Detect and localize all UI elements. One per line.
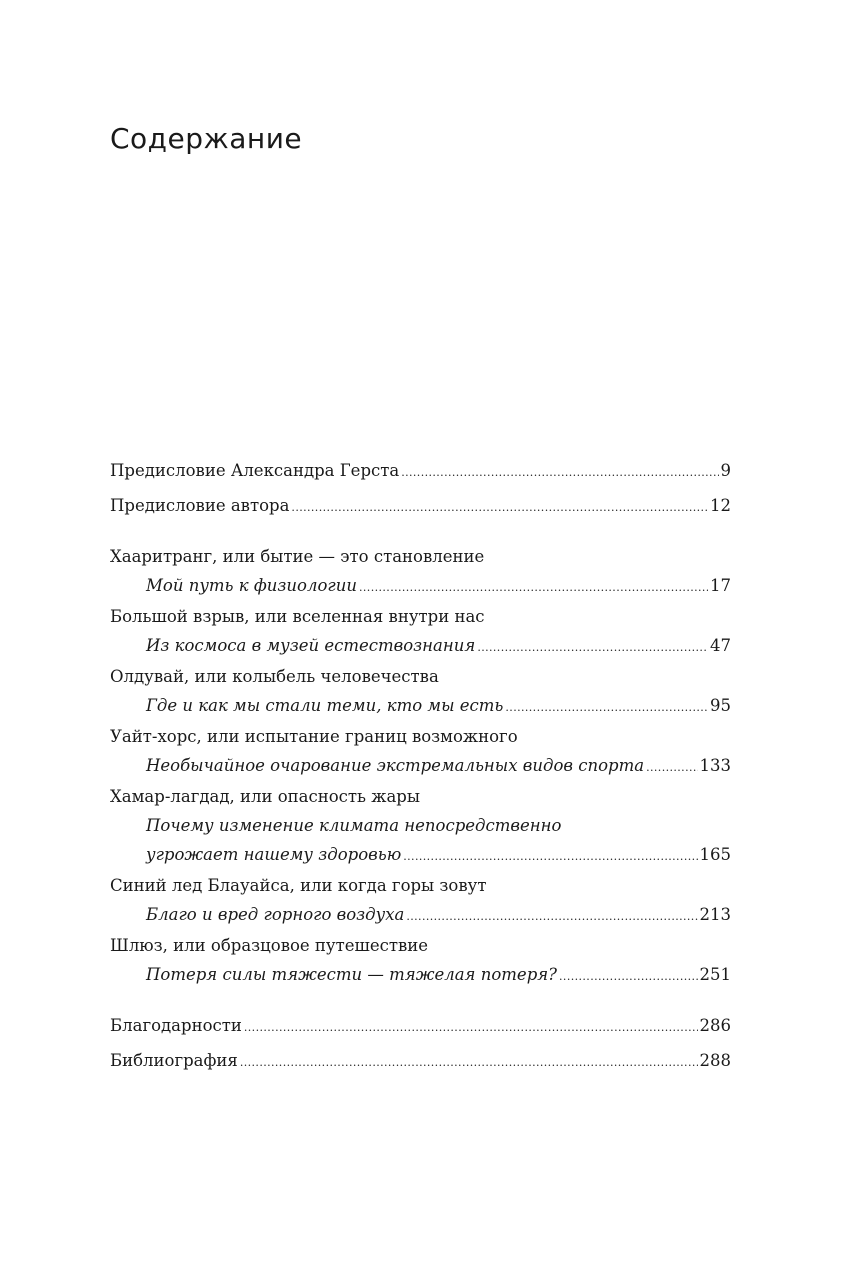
toc-page-number: 251 — [699, 965, 731, 984]
toc-page-number: 133 — [699, 756, 731, 775]
toc-page-number: 288 — [699, 1051, 731, 1070]
toc-page-number: 213 — [699, 905, 731, 924]
toc-chapter — [110, 542, 731, 602]
chapter-subtitle: Почему изменение климата непосредственно — [146, 816, 562, 835]
dot-leader — [240, 1048, 698, 1077]
chapter-subtitle: Мой путь к физиологии — [146, 576, 358, 595]
dot-leader — [291, 493, 708, 522]
chapter-title-line — [110, 542, 731, 571]
chapter-title-line — [110, 931, 731, 960]
toc-chapter — [110, 662, 731, 722]
chapter-title-line — [110, 662, 731, 691]
chapter-subtitle: Потеря силы тяжести — тяжелая потеря? — [146, 965, 558, 984]
chapter-subtitle-line — [110, 631, 731, 662]
chapter-subtitle-line — [110, 900, 731, 931]
chapter-title-line — [110, 782, 731, 811]
toc-page-number: 12 — [710, 496, 731, 515]
chapter-title: Уайт-хорс, или испытание границ возможного — [110, 727, 518, 746]
chapter-title: Большой взрыв, или вселенная внутри нас — [110, 607, 485, 626]
toc-page-number: 9 — [720, 461, 731, 480]
toc-entry-title: Предисловие Александра Герста — [110, 461, 400, 480]
toc-entry-bibliography — [110, 1046, 731, 1077]
toc-entry-title: Библиография — [110, 1051, 238, 1070]
chapter-title: Шлюз, или образцовое путешествие — [110, 936, 429, 955]
chapter-title: Хааритранг, или бытие — это становление — [110, 547, 485, 566]
chapter-subtitle-line — [110, 811, 731, 840]
toc-page-number: 95 — [710, 696, 731, 715]
toc-entry-acknowledgements — [110, 1011, 731, 1042]
chapter-title-line — [110, 722, 731, 751]
chapter-title-line — [110, 602, 731, 631]
table-of-contents — [110, 456, 731, 1077]
chapter-title-line — [110, 871, 731, 900]
dot-leader — [401, 458, 718, 487]
toc-entry-foreword-gerst — [110, 456, 731, 487]
dot-leader — [505, 693, 708, 722]
toc-chapter — [110, 871, 731, 931]
chapter-subtitle-line — [110, 751, 731, 782]
dot-leader — [359, 573, 708, 602]
toc-page-number: 165 — [699, 845, 731, 864]
dot-leader — [406, 902, 697, 931]
toc-chapter — [110, 931, 731, 991]
chapter-subtitle: Где и как мы стали теми, кто мы есть — [146, 696, 504, 715]
toc-entry-title: Предисловие автора — [110, 496, 290, 515]
chapter-subtitle: угрожает нашему здоровью — [146, 845, 402, 864]
chapter-title: Синий лед Блауайса, или когда горы зовут — [110, 876, 487, 895]
chapter-subtitle-line — [110, 960, 731, 991]
toc-chapter — [110, 782, 731, 871]
page-title: Содержание — [110, 122, 303, 155]
dot-leader — [477, 633, 708, 662]
dot-leader — [559, 962, 697, 991]
chapter-subtitle-line — [110, 571, 731, 602]
toc-chapter — [110, 722, 731, 782]
chapter-subtitle-line — [110, 691, 731, 722]
toc-chapter — [110, 602, 731, 662]
toc-page-number: 47 — [710, 636, 731, 655]
chapter-title: Хамар-лагдад, или опасность жары — [110, 787, 420, 806]
toc-page-number: 286 — [699, 1016, 731, 1035]
toc-entry-title: Благодарности — [110, 1016, 242, 1035]
chapter-subtitle: Из космоса в музей естествознания — [146, 636, 476, 655]
chapter-subtitle: Благо и вред горного воздуха — [146, 905, 405, 924]
dot-leader — [646, 753, 697, 782]
chapter-title: Олдувай, или колыбель человечества — [110, 667, 439, 686]
toc-entry-foreword-author — [110, 491, 731, 522]
toc-page-number: 17 — [710, 576, 731, 595]
dot-leader — [403, 842, 697, 871]
dot-leader — [244, 1013, 698, 1042]
chapter-subtitle: Необычайное очарование экстремальных видов спорта — [146, 756, 645, 775]
chapter-subtitle-line — [110, 840, 731, 871]
